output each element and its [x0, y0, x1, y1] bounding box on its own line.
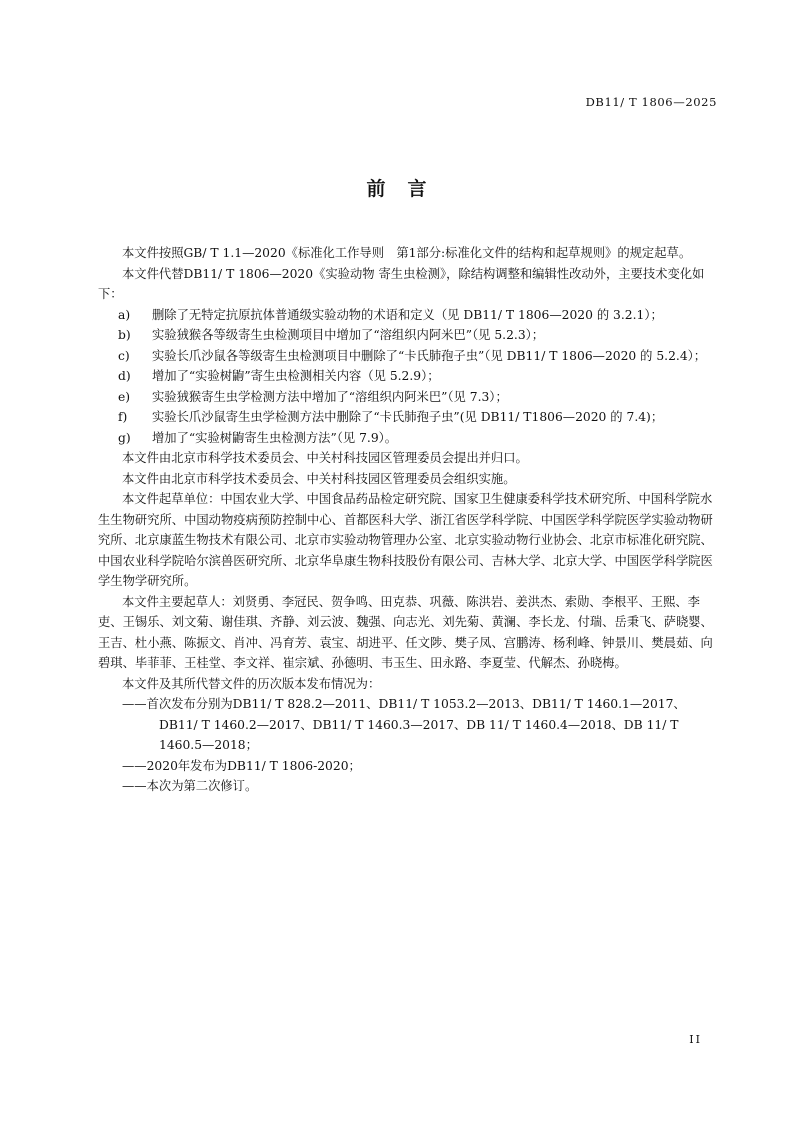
paragraph-drafting-rules: 本文件按照GB/ T 1.1—2020《标准化工作导则 第1部分:标准化文件的结构和起草规则》的规定起草。	[122, 246, 692, 260]
list-item-label: c)	[118, 348, 130, 363]
page-number: II	[689, 1033, 702, 1046]
list-item	[98, 305, 715, 326]
list-item-text: 增加了“实验树鼩”寄生虫检测相关内容（见 5.2.9）；	[152, 369, 440, 383]
list-item-label: a)	[118, 307, 131, 322]
list-item-label: f)	[118, 410, 128, 424]
list-item	[98, 366, 715, 387]
history-item: ——本次为第二次修订。	[122, 779, 258, 793]
list-item-text: 增加了“实验树鼩寄生虫检测方法”（见 7.9）。	[152, 430, 398, 445]
standard-code: DB11/ T 1806—2025	[585, 95, 717, 109]
list-item-label: e)	[118, 389, 131, 404]
history-item: ——首次发布分别为DB11/ T 828.2—2011、DB11/ T 1053.2—2013、DB11/ T 1460.1—2017、DB11/ T 1460.2—2017、DB11/ T 1460.3—2017、DB 11/ T 1460.4—2018、DB 11/ T 1460.5—2018；	[122, 697, 686, 752]
list-item	[98, 346, 715, 367]
list-item	[98, 407, 715, 428]
paragraph-implemented-by: 本文件由北京市科学技术委员会、中关村科技园区管理委员会组织实施。	[122, 471, 516, 486]
list-item	[98, 325, 715, 346]
list-item-text: 删除了无特定抗原抗体普通级实验动物的术语和定义（见 DB11/ T 1806—2020 的 3.2.1）；	[152, 307, 663, 322]
list-item	[98, 428, 715, 449]
list-item	[98, 387, 715, 408]
history-item: ——2020年发布为DB11/ T 1806-2020；	[122, 758, 361, 773]
paragraph-replaces: 本文件代替DB11/ T 1806—2020《实验动物 寄生虫检测》，除结构调整和编辑性改动外，主要技术变化如下：	[98, 266, 705, 301]
list-item-label: b)	[118, 328, 131, 342]
document-body	[98, 243, 715, 797]
list-item-text: 实验长爪沙鼠各等级寄生虫检测项目中删除了“卡氏肺孢子虫”（见 DB11/ T 1806—2020 的 5.2.4）；	[152, 348, 707, 363]
list-item-text: 实验狨猴寄生虫学检测方法中增加了“溶组织内阿米巴”（见 7.3）；	[152, 389, 508, 404]
list-item-label: g)	[118, 430, 131, 445]
list-item-text: 实验狨猴各等级寄生虫检测项目中增加了“溶组织内阿米巴”（见 5.2.3）；	[152, 328, 545, 342]
paragraph-history-intro: 本文件及其所代替文件的历次版本发布情况为：	[122, 676, 381, 691]
list-item-text: 实验长爪沙鼠寄生虫学检测方法中删除了“卡氏肺孢子虫”(见 DB11/ T1806—2020 的 7.4)；	[152, 410, 664, 424]
changes-list	[98, 305, 715, 449]
list-item-label: d)	[118, 369, 131, 383]
history-list	[98, 694, 715, 797]
page-title: 前言	[366, 178, 449, 200]
paragraph-drafting-units: 本文件起草单位：中国农业大学、中国食品药品检定研究院、国家卫生健康委科学技术研究所、中国科学院水生生物研究所、中国动物疫病预防控制中心、首都医科大学、浙江省医学科学院、中国医学科学院医学实验动物研究所、北京康蓝生物技术有限公司、北京市实验动物管理办公室、北京实验动物行业协会、北京市标准化研究院、中国农业科学院哈尔滨兽医研究所、北京华阜康生物科技股份有限公司、吉林大学、北京大学、中国医学科学院医学生物学研究所。	[98, 492, 713, 588]
paragraph-proposed-by: 本文件由北京市科学技术委员会、中关村科技园区管理委员会提出并归口。	[122, 451, 528, 465]
paragraph-drafters: 本文件主要起草人：刘贤勇、李冠民、贺争鸣、田克恭、巩薇、陈洪岩、姜洪杰、索勋、李根平、王熙、李吏、王锡乐、刘文菊、谢佳琪、齐静、刘云波、魏强、向志光、刘先菊、黄澜、李长龙、付瑞、岳秉飞、萨晓婴、王吉、杜小燕、陈振文、肖冲、冯育芳、袁宝、胡进平、任文陟、樊子凤、宫鹏涛、杨利峰、钟景川、樊晨茹、向碧琪、毕菲菲、王桂堂、李文祥、崔宗斌、孙德明、韦玉生、田永路、李夏莹、代解杰、孙晓梅。	[98, 594, 713, 670]
